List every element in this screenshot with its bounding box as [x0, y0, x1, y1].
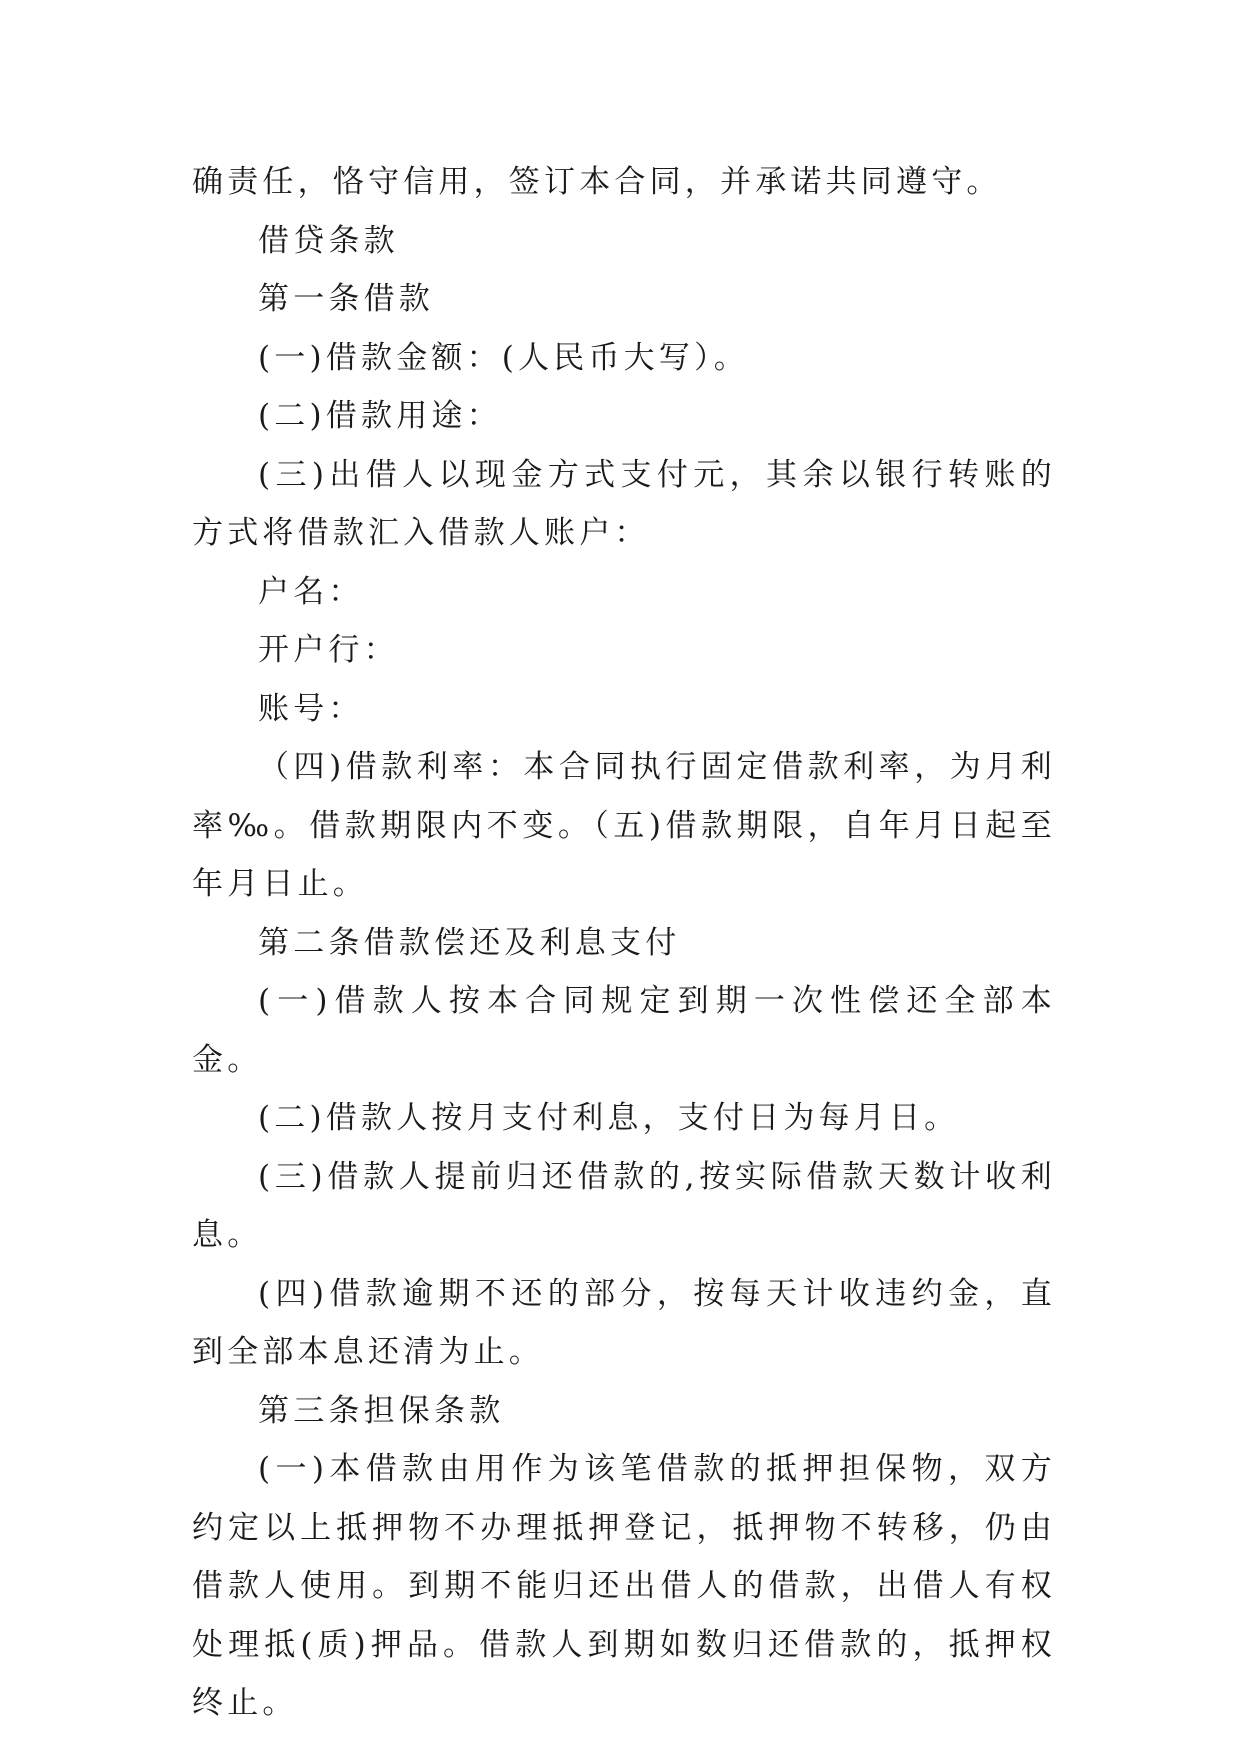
article-1-item-1: (一)借款金额：(人民币大写）。 [258, 339, 749, 376]
article-2-item-4: (四)借款逾期不还的部分，按每天计收违约金，直到全部本息还清为止。 [192, 1275, 1056, 1370]
account-bank-line: 开户行： [258, 632, 399, 668]
account-number-line: 账号： [258, 690, 364, 727]
article-3-title: 第三条担保条款 [258, 1392, 505, 1429]
article-1-item-3: (三)出借人以现金方式支付元，其余以银行转账的方式将借款汇入借款人账户： [192, 456, 1056, 551]
account-name-line: 户名： [258, 573, 364, 610]
article-1-item-2: (二)借款用途： [258, 398, 502, 434]
article-2-item-1: (一)借款人按本合同规定到期一次性偿还全部本金。 [192, 983, 1056, 1078]
article-1-title: 第一条借款 [258, 281, 434, 317]
article-2-item-2: (二)借款人按月支付利息，支付日为每月日。 [258, 1100, 960, 1136]
article-3-item-1: (一)本借款由用作为该笔借款的抵押担保物，双方约定以上抵押物不办理抵押登记，抵押物不转移，仍由借款人使用。到期不能归还出借人的借款，出借人有权处理抵(质)押品。借款人到期如数归还借款的，抵押权终止。 [192, 1451, 1056, 1721]
article-2-title: 第二条借款偿还及利息支付 [258, 924, 681, 961]
document-page [192, 153, 1056, 1733]
section-title: 借贷条款 [258, 222, 399, 259]
article-2-item-3: (三)借款人提前归还借款的,按实际借款天数计收利息。 [192, 1158, 1056, 1253]
paragraph-intro-tail: 确责任，恪守信用，签订本合同，并承诺共同遵守。 [192, 164, 1002, 200]
article-1-item-4-5: （四)借款利率：本合同执行固定借款利率，为月利率‰。借款期限内不变。（五)借款期限，自年月日起至年月日止。 [192, 749, 1056, 902]
